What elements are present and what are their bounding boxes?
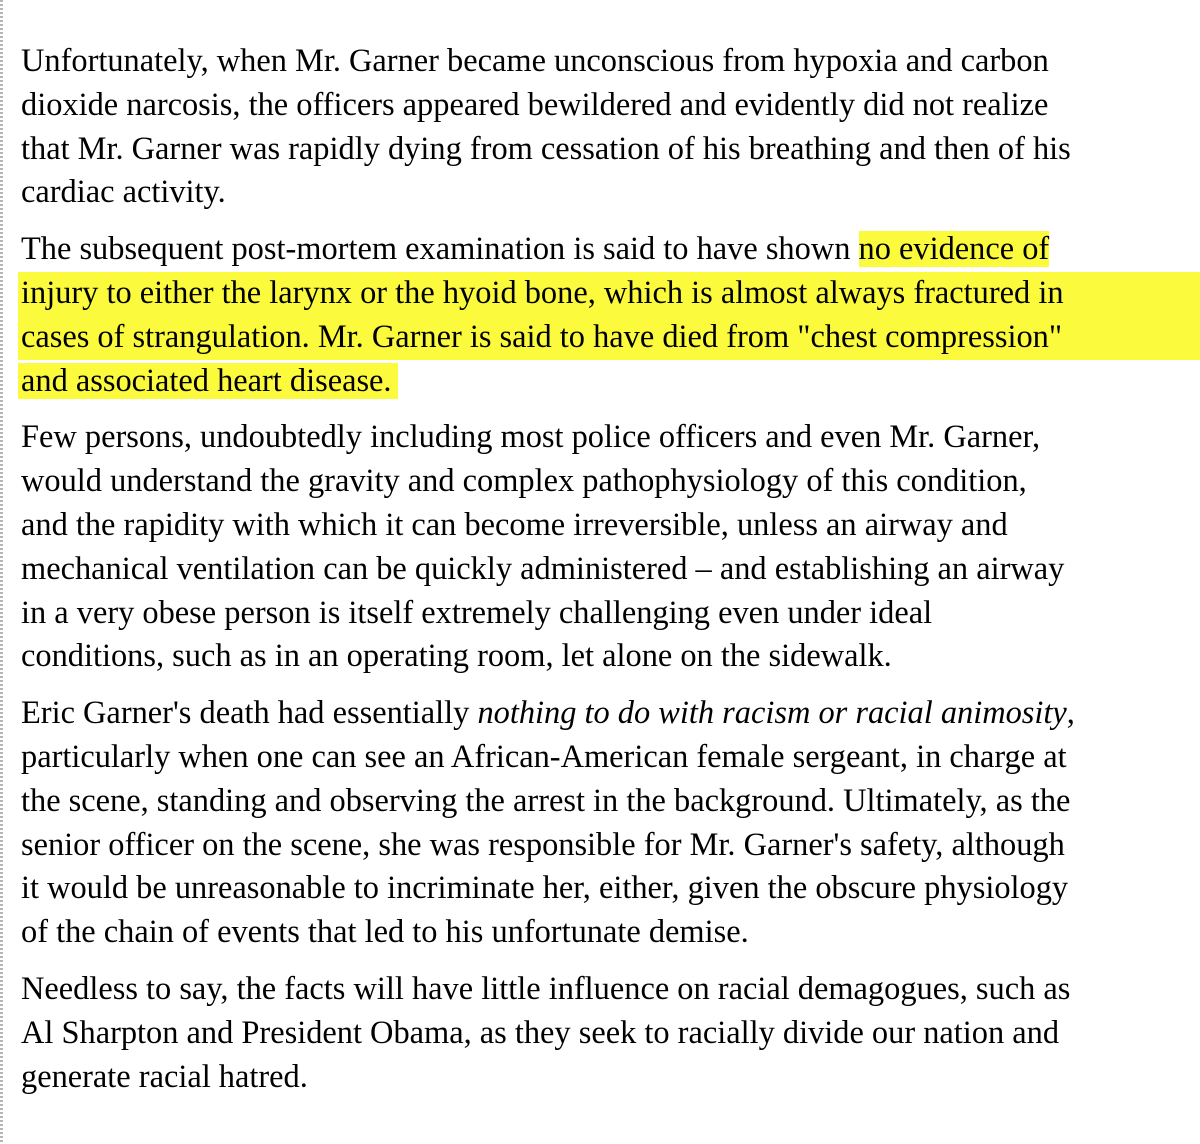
- text-line: Needless to say, the facts will have little influence on racial demagogues, such as: [21, 970, 1071, 1007]
- text-line: Few persons, undoubtedly including most police officers and even Mr. Garner,: [21, 419, 1041, 456]
- italic-text: nothing to do with racism or racial animosity: [477, 695, 1067, 732]
- text-line: of the chain of events that led to his unfortunate demise.: [21, 914, 749, 951]
- text-column: [21, 40, 1197, 1112]
- text-line: [21, 360, 1197, 404]
- paragraph-1: [21, 40, 1197, 215]
- text-line: mechanical ventilation can be quickly administered – and establishing an airway: [21, 550, 1065, 587]
- text-line: conditions, such as in an operating room, let alone on the sidewalk.: [21, 638, 892, 675]
- left-border-rule: [0, 0, 3, 1144]
- text-line: [21, 228, 1197, 272]
- paragraph-3: [21, 416, 1197, 679]
- text-line: dioxide narcosis, the officers appeared bewildered and evidently did not realize: [21, 86, 1049, 123]
- text-line: Unfortunately, when Mr. Garner became unconscious from hypoxia and carbon: [21, 43, 1049, 79]
- highlighted-line: injury to either the larynx or the hyoid bone, which is almost always fractured in: [18, 272, 1200, 316]
- highlighted-text: no evidence of: [858, 231, 1050, 268]
- text-line: Al Sharpton and President Obama, as they seek to racially divide our nation and: [21, 1014, 1060, 1051]
- text-line: in a very obese person is itself extremely challenging even under ideal: [21, 594, 933, 631]
- paragraph-2-highlighted: [21, 228, 1197, 403]
- text-line: would understand the gravity and complex pathophysiology of this condition,: [21, 463, 1027, 500]
- text-line: generate racial hatred.: [21, 1058, 308, 1095]
- text-line: the scene, standing and observing the arrest in the background. Ultimately, as the: [21, 782, 1071, 819]
- plain-text: The subsequent post-mortem examination is said to have shown: [21, 231, 859, 268]
- text-line: cardiac activity.: [21, 174, 226, 211]
- text-line: it would be unreasonable to incriminate her, either, given the obscure physiology: [21, 870, 1069, 907]
- text-line: [21, 692, 1197, 736]
- highlighted-line: cases of strangulation. Mr. Garner is said to have died from "chest compression": [18, 316, 1200, 360]
- text-line: particularly when one can see an African-American female sergeant, in charge at: [21, 738, 1067, 775]
- highlighted-text: and associated heart disease.: [18, 363, 398, 399]
- plain-text: Eric Garner's death had essentially: [21, 695, 478, 732]
- paragraph-5: [21, 968, 1197, 1099]
- text-line: and the rapidity with which it can become irreversible, unless an airway and: [21, 506, 1008, 543]
- plain-text: ,: [1066, 695, 1075, 732]
- text-line: that Mr. Garner was rapidly dying from cessation of his breathing and then of his: [21, 130, 1071, 167]
- text-line: senior officer on the scene, she was responsible for Mr. Garner's safety, although: [21, 826, 1065, 863]
- paragraph-4: [21, 692, 1197, 955]
